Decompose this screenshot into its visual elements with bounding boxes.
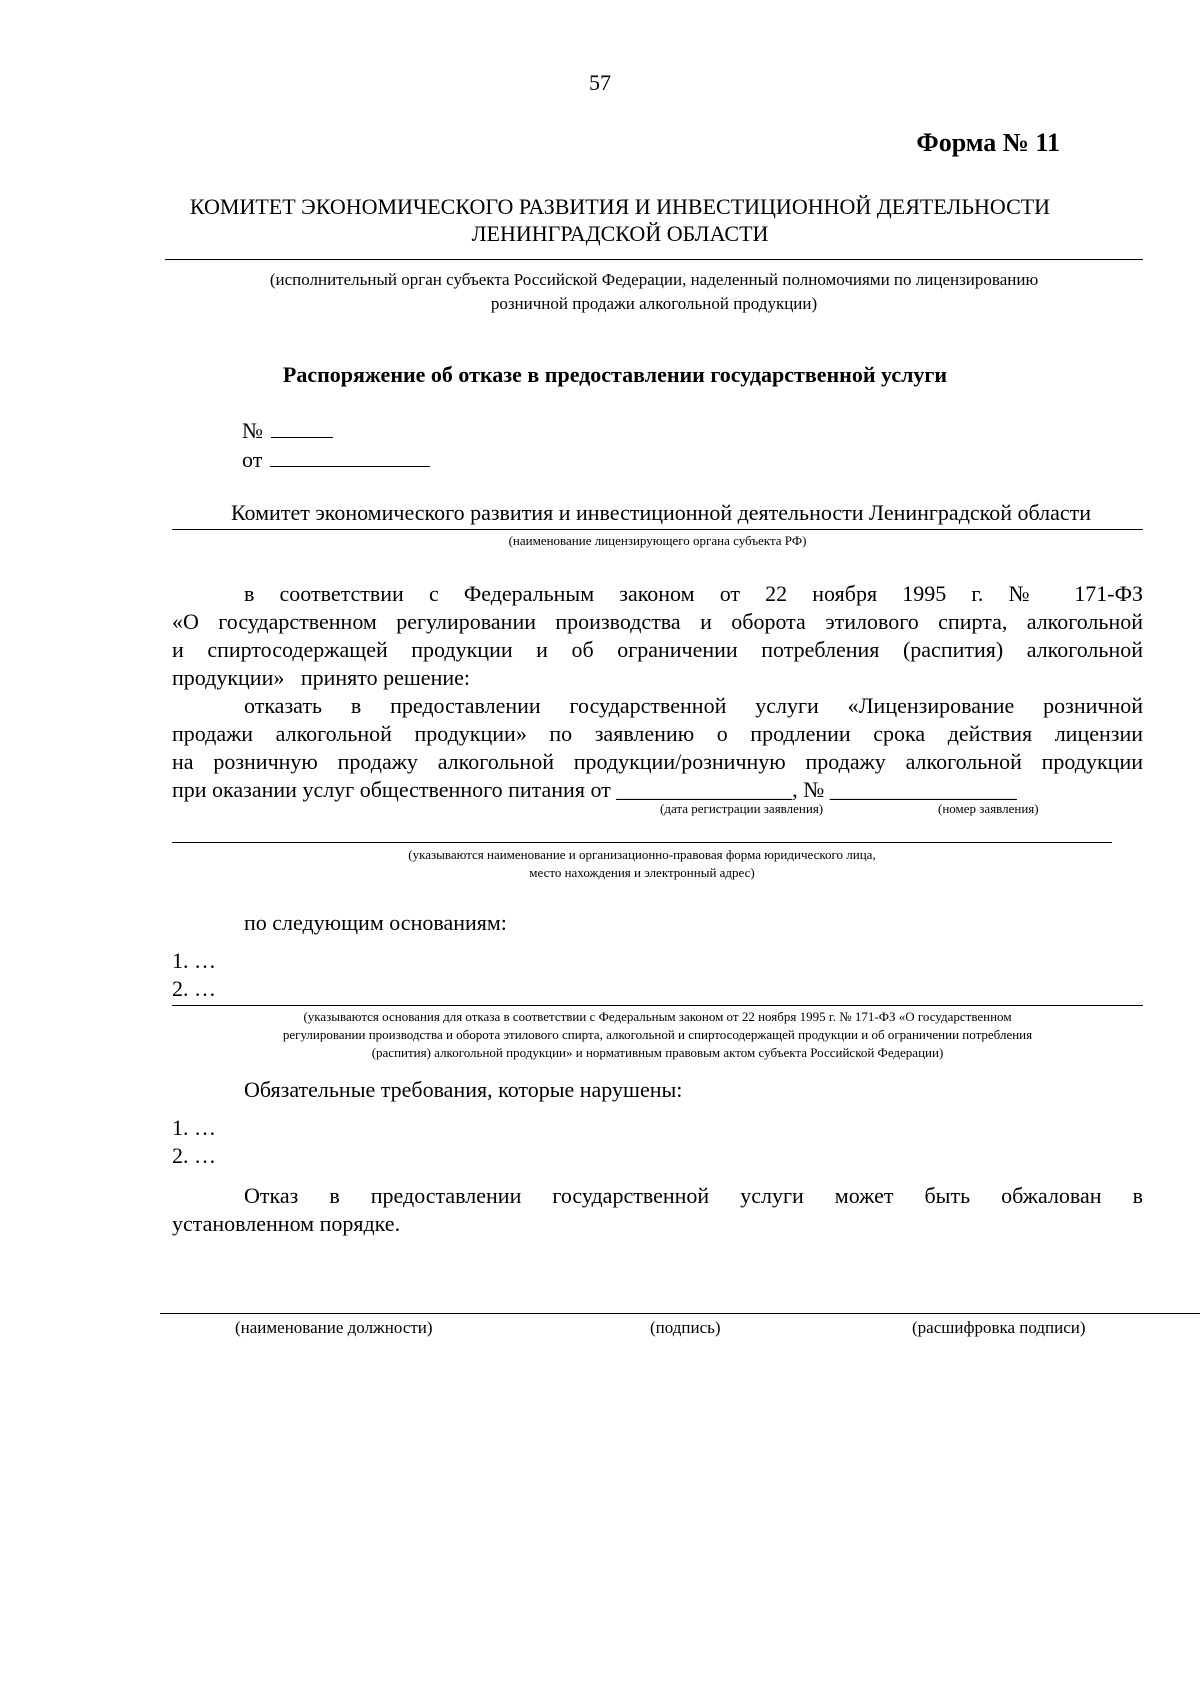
signature-label: (подпись) [650, 1318, 721, 1337]
refusal-paragraph [172, 692, 1143, 804]
licensing-body-note: (наименование лицензирующего органа субъекта РФ) [508, 533, 807, 548]
page-number: 57 [589, 70, 611, 95]
paragraph1-line-2: «О государственном регулировании производства и оборота этилового спирта, алкогольной [172, 609, 1143, 634]
grounds-label: по следующим основаниям: [244, 910, 507, 935]
paragraph2-line-1: отказать в предоставлении государственной услуги «Лицензирование розничной [244, 693, 1143, 718]
appeal-paragraph [172, 1182, 1143, 1238]
grounds-underline [172, 1005, 1143, 1006]
committee-note-line-1: (исполнительный орган субъекта Российской Федерации, наделенный полномочиями по лицензированию [269, 270, 1039, 289]
signature-decoding-label: (расшифровка подписи) [912, 1318, 1086, 1337]
grounds-item: 1. … [172, 948, 216, 973]
form-number: Форма № 11 [916, 128, 1060, 157]
legal-entity-note-line-2: место нахождения и электронный адрес) [529, 865, 755, 880]
committee-line-1: КОМИТЕТ ЭКОНОМИЧЕСКОГО РАЗВИТИЯ И ИНВЕСТИЦИОННОЙ ДЕЯТЕЛЬНОСТИ [189, 194, 1051, 219]
signature-line [160, 1313, 1200, 1314]
grounds-note-line-3: (распития) алкогольной продукции» и нормативным правовым актом субъекта Российской Федерации) [371, 1045, 944, 1060]
order-date-label: от [242, 447, 263, 472]
legal-entity-note [172, 846, 1112, 882]
committee-line-2: ЛЕНИНГРАДСКОЙ ОБЛАСТИ [471, 221, 769, 246]
legal-basis-paragraph [172, 580, 1143, 692]
signature-position-label: (наименование должности) [235, 1318, 433, 1337]
committee-note [165, 268, 1143, 316]
order-number-label: № [242, 418, 263, 443]
paragraph2-line-2: продажи алкогольной продукции» по заявлению о продлении срока действия лицензии [172, 721, 1143, 746]
order-date-blank [270, 465, 430, 467]
registration-number-note: (номер заявления) [938, 801, 1039, 816]
grounds-note-line-1: (указываются основания для отказа в соответствии с Федеральным законом от 22 ноября 1995 г. № 171-ФЗ «О государственном [303, 1009, 1012, 1024]
paragraph1-line-3: и спиртосодержащей продукции и об ограничении потребления (распития) алкогольной [172, 637, 1143, 662]
legal-entity-note-line-1: (указываются наименование и организационно-правовая форма юридического лица, [408, 847, 876, 862]
appeal-line-2: установленном порядке. [172, 1211, 401, 1236]
requirements-item: 1. … [172, 1115, 216, 1140]
committee-heading [170, 193, 1070, 247]
requirements-item: 2. … [172, 1143, 216, 1168]
licensing-body-underline [172, 529, 1143, 530]
order-title: Распоряжение об отказе в предоставлении государственной услуги [282, 362, 948, 387]
paragraph2-line-4: при оказании услуг общественного питания от ________________, № _________________ [172, 777, 1017, 802]
paragraph2-line-3: на розничную продажу алкогольной продукции/розничную продажу алкогольной продукции [172, 749, 1143, 774]
committee-note-line-2: розничной продажи алкогольной продукции) [490, 294, 818, 313]
order-number-blank [271, 436, 333, 438]
legal-entity-underline [172, 842, 1112, 843]
registration-date-note: (дата регистрации заявления) [660, 801, 824, 816]
order-date-line [242, 447, 430, 473]
paragraph1-line-1: в соответствии с Федеральным законом от 22 ноября 1995 г. № 171-ФЗ [244, 581, 1143, 606]
grounds-note-line-2: регулировании производства и оборота этилового спирта, алкогольной и спиртосодержащей продукции и об ограничении потребления [282, 1027, 1033, 1042]
paragraph1-line-4: продукции» принято решение: [172, 665, 470, 690]
appeal-line-1: Отказ в предоставлении государственной услуги может быть обжалован в [244, 1183, 1143, 1208]
licensing-body-name: Комитет экономического развития и инвестиционной деятельности Ленинградской области [230, 500, 1092, 525]
requirements-label: Обязательные требования, которые нарушены: [244, 1077, 683, 1102]
order-number-line [242, 418, 333, 444]
grounds-note [172, 1008, 1143, 1062]
committee-underline [165, 259, 1143, 260]
grounds-item: 2. … [172, 976, 216, 1001]
